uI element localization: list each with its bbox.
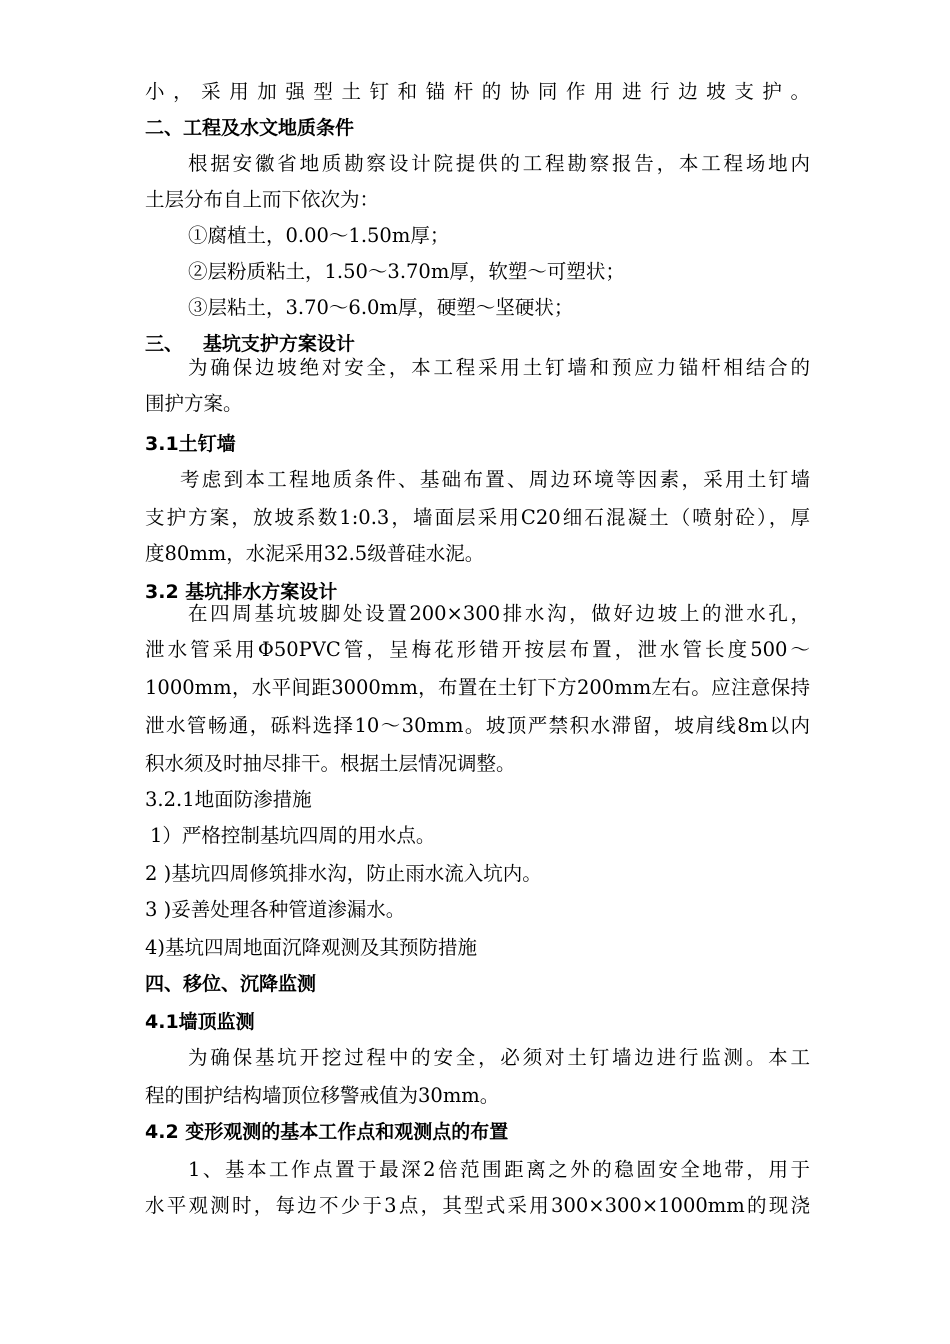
- paragraph-line: 泄水管畅通，砾料选择10～30mm。坡顶严禁积水滞留，坡肩线8m以内: [145, 714, 810, 737]
- subsection-heading: 3.2 基坑排水方案设计: [145, 581, 338, 603]
- list-item: 4)基坑四周地面沉降观测及其预防措施: [145, 936, 478, 959]
- list-item: 2 )基坑四周修筑排水沟，防止雨水流入坑内。: [145, 862, 542, 885]
- section-heading: 二、工程及水文地质条件: [145, 117, 355, 139]
- paragraph-line: 考虑到本工程地质条件、基础布置、周边环境等因素，采用土钉墙: [180, 468, 810, 491]
- paragraph-line: 度80mm，水泥采用32.5级普硅水泥。: [145, 542, 485, 565]
- paragraph-line: 为确保边坡绝对安全，本工程采用土钉墙和预应力锚杆相结合的: [188, 356, 810, 379]
- paragraph-line: 为确保基坑开挖过程中的安全，必须对土钉墙边进行监测。本工: [188, 1046, 810, 1069]
- paragraph-line: 泄水管采用Φ50PVC管，呈梅花形错开按层布置，泄水管长度500～: [145, 638, 810, 661]
- paragraph-line: 程的围护结构墙顶位移警戒值为30mm。: [145, 1084, 500, 1107]
- list-item: ①腐植土，0.00～1.50m厚；: [188, 224, 450, 247]
- paragraph-line: 围护方案。: [145, 392, 243, 415]
- paragraph-line: 1、基本工作点置于最深2倍范围距离之外的稳固安全地带，用于: [188, 1158, 810, 1181]
- paragraph-line: 1000mm，水平间距3000mm，布置在土钉下方200mm左右。应注意保持: [145, 676, 810, 699]
- list-item: 3 )妥善处理各种管道渗漏水。: [145, 898, 406, 921]
- paragraph-line: 支护方案，放坡系数1:0.3，墙面层采用C20细石混凝土（喷射砼），厚: [145, 506, 810, 529]
- paragraph-line: 积水须及时抽尽排干。根据土层情况调整。: [145, 752, 516, 775]
- paragraph-line: 在四周基坑坡脚处设置200×300排水沟，做好边坡上的泄水孔，: [188, 602, 810, 625]
- subsection-heading: 3.2.1地面防渗措施: [145, 788, 312, 811]
- paragraph-line: 小，采用加强型土钉和锚杆的协同作用进行边坡支护。: [145, 80, 810, 103]
- section-heading: 四、移位、沉降监测: [145, 973, 317, 995]
- subsection-heading: 3.1土钉墙: [145, 433, 236, 455]
- list-item: ③层粘土，3.70～6.0m厚，硬塑～坚硬状；: [188, 296, 574, 319]
- section-heading: 三、 基坑支护方案设计: [145, 333, 355, 355]
- paragraph-line: 水平观测时，每边不少于3点，其型式采用300×300×1000mm的现浇: [145, 1194, 810, 1217]
- list-item: ②层粉质粘土，1.50～3.70m厚，软塑～可塑状；: [188, 260, 625, 283]
- paragraph-line: 土层分布自上而下依次为：: [145, 188, 380, 211]
- subsection-heading: 4.1墙顶监测: [145, 1011, 255, 1033]
- list-item: 1）严格控制基坑四周的用水点。: [150, 824, 436, 847]
- paragraph-line: 根据安徽省地质勘察设计院提供的工程勘察报告，本工程场地内: [188, 152, 810, 175]
- subsection-heading: 4.2 变形观测的基本工作点和观测点的布置: [145, 1121, 509, 1143]
